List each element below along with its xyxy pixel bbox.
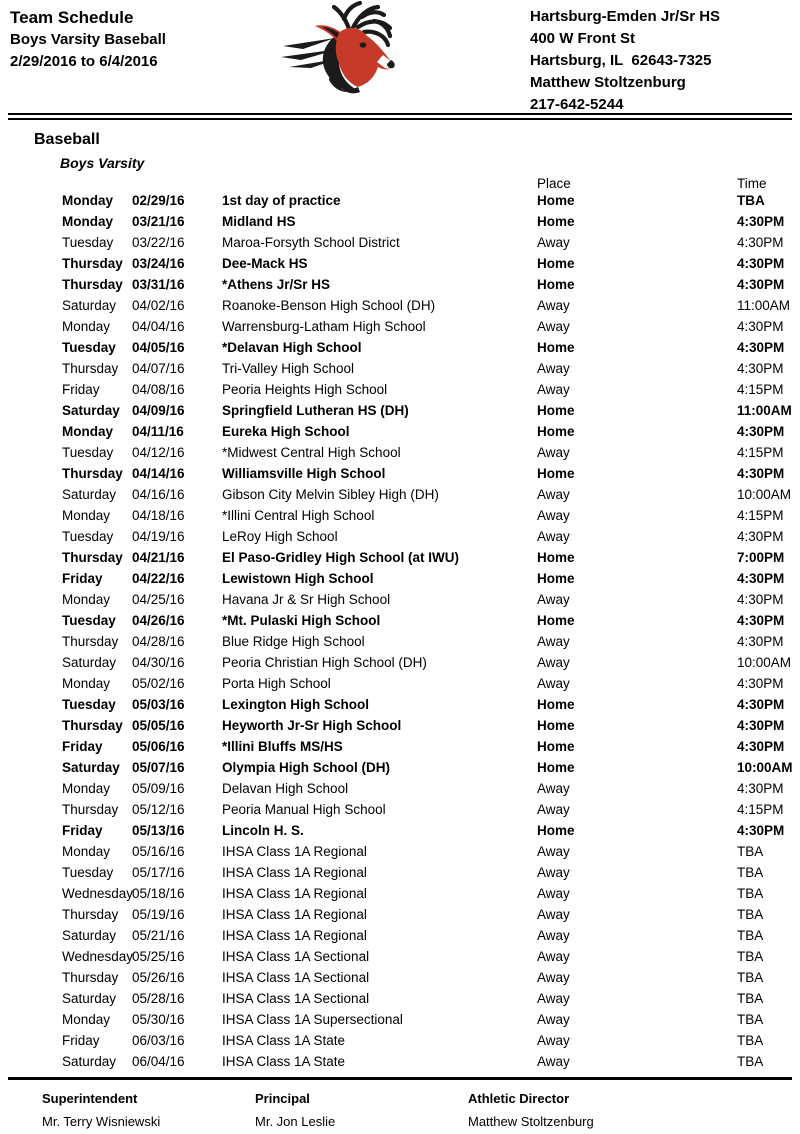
schedule-row: [62, 232, 800, 253]
row-time: 10:00AM: [737, 760, 793, 775]
team-subtitle: Boys Varsity Baseball: [10, 31, 166, 48]
row-time: TBA: [737, 193, 765, 208]
row-opponent: *Delavan High School: [222, 340, 362, 355]
row-time: 4:30PM: [737, 256, 785, 271]
row-opponent: Warrensburg-Latham High School: [222, 319, 426, 334]
contact-superintendent: [42, 1092, 255, 1129]
row-opponent: IHSA Class 1A Regional: [222, 886, 367, 901]
row-opponent: IHSA Class 1A State: [222, 1033, 346, 1048]
row-place: Home: [537, 550, 575, 565]
row-opponent: Lincoln H. S.: [222, 823, 304, 838]
schedule-row: [62, 925, 800, 946]
row-date: 03/31/16: [132, 277, 185, 292]
row-day: Monday: [62, 424, 114, 439]
row-opponent: Lexington High School: [222, 697, 369, 712]
schedule-row: [62, 505, 800, 526]
row-day: Friday: [62, 823, 103, 838]
schedule-row: [62, 421, 800, 442]
row-opponent: IHSA Class 1A Sectional: [222, 949, 370, 964]
school-address-line1: 400 W Front St: [530, 30, 636, 47]
schedule-row: [62, 652, 800, 673]
row-date: 06/04/16: [132, 1054, 185, 1069]
place-column-header: Place: [537, 176, 571, 191]
schedule-row: [62, 400, 800, 421]
row-opponent: Havana Jr & Sr High School: [222, 592, 391, 607]
row-place: Home: [537, 256, 575, 271]
row-opponent: IHSA Class 1A Regional: [222, 865, 367, 880]
row-place: Away: [537, 844, 570, 859]
row-date: 03/24/16: [132, 256, 185, 271]
footer-contacts: [42, 1092, 792, 1129]
row-place: Away: [537, 1033, 570, 1048]
schedule-row: [62, 211, 800, 232]
row-day: Tuesday: [62, 529, 114, 544]
row-date: 05/16/16: [132, 844, 185, 859]
schedule-row: [62, 358, 800, 379]
row-date: 04/26/16: [132, 613, 185, 628]
schedule-row: [62, 862, 800, 883]
row-time: 10:00AM: [737, 487, 792, 502]
contact-athletic-director: [468, 1092, 792, 1129]
schedule-row: [62, 631, 800, 652]
row-day: Thursday: [62, 256, 123, 271]
row-opponent: IHSA Class 1A Regional: [222, 907, 367, 922]
row-date: 04/11/16: [132, 424, 184, 439]
row-place: Home: [537, 718, 575, 733]
row-day: Tuesday: [62, 697, 116, 712]
row-date: 04/19/16: [132, 529, 185, 544]
row-date: 04/02/16: [132, 298, 185, 313]
row-place: Away: [537, 928, 570, 943]
row-time: 4:30PM: [737, 592, 784, 607]
row-day: Saturday: [62, 928, 117, 943]
schedule-row: [62, 799, 800, 820]
row-time: 4:30PM: [737, 340, 785, 355]
contact-principal: [255, 1092, 468, 1129]
row-date: 04/22/16: [132, 571, 185, 586]
row-opponent: Delavan High School: [222, 781, 349, 796]
row-place: Home: [537, 340, 575, 355]
row-time: 4:30PM: [737, 739, 785, 754]
schedule-row: [62, 694, 800, 715]
row-date: 04/30/16: [132, 655, 185, 670]
row-opponent: Roanoke-Benson High School (DH): [222, 298, 436, 313]
row-date: 05/03/16: [132, 697, 185, 712]
row-place: Home: [537, 760, 575, 775]
row-time: 10:00AM: [737, 655, 792, 670]
row-day: Saturday: [62, 487, 117, 502]
row-place: Away: [537, 886, 570, 901]
row-day: Thursday: [62, 466, 123, 481]
row-place: Away: [537, 508, 570, 523]
row-opponent: Tri-Valley High School: [222, 361, 355, 376]
row-place: Away: [537, 298, 570, 313]
row-date: 04/04/16: [132, 319, 185, 334]
stag-mascot-logo-icon: [281, 0, 411, 100]
row-date: 04/21/16: [132, 550, 185, 565]
row-day: Monday: [62, 319, 111, 334]
row-time: TBA: [737, 970, 764, 985]
row-opponent: Porta High School: [222, 676, 331, 691]
row-place: Away: [537, 991, 570, 1006]
row-time: 4:30PM: [737, 214, 785, 229]
header-divider-rule: [8, 113, 792, 120]
row-opponent: 1st day of practice: [222, 193, 341, 208]
header-left: [10, 6, 166, 73]
row-date: 05/07/16: [132, 760, 185, 775]
row-time: 4:30PM: [737, 466, 785, 481]
row-date: 05/12/16: [132, 802, 185, 817]
row-date: 05/02/16: [132, 676, 185, 691]
row-place: Away: [537, 655, 570, 670]
row-date: 04/08/16: [132, 382, 185, 397]
row-date: 05/05/16: [132, 718, 185, 733]
schedule-row: [62, 547, 800, 568]
row-time: 4:30PM: [737, 634, 784, 649]
schedule-row: [62, 316, 800, 337]
row-opponent: Peoria Heights High School: [222, 382, 388, 397]
schedule-row: [62, 610, 800, 631]
schedule-row: [62, 673, 800, 694]
row-day: Monday: [62, 676, 111, 691]
schedule-row: [62, 379, 800, 400]
row-opponent: Blue Ridge High School: [222, 634, 365, 649]
row-day: Wednesday: [62, 886, 134, 901]
school-name: Hartsburg-Emden Jr/Sr HS: [530, 8, 721, 25]
row-day: Thursday: [62, 802, 119, 817]
schedule-row: [62, 274, 800, 295]
row-time: 4:30PM: [737, 613, 785, 628]
row-day: Wednesday: [62, 949, 134, 964]
row-place: Away: [537, 676, 570, 691]
row-opponent: IHSA Class 1A Sectional: [222, 991, 370, 1006]
row-opponent: Gibson City Melvin Sibley High (DH): [222, 487, 439, 502]
row-date: 05/21/16: [132, 928, 185, 943]
row-opponent: El Paso-Gridley High School (at IWU): [222, 550, 460, 565]
row-day: Tuesday: [62, 235, 114, 250]
row-time: 4:15PM: [737, 508, 784, 523]
schedule-row: [62, 1051, 800, 1072]
row-date: 04/07/16: [132, 361, 185, 376]
row-time: 4:15PM: [737, 802, 784, 817]
row-opponent: Maroa-Forsyth School District: [222, 235, 400, 250]
contact-name: Mr. Terry Wisniewski: [42, 1114, 161, 1129]
opponent-column-header: [222, 177, 537, 190]
row-day: Saturday: [62, 760, 120, 775]
row-day: Saturday: [62, 655, 117, 670]
contact-name: Mr. Jon Leslie: [255, 1114, 336, 1129]
row-opponent: IHSA Class 1A Regional: [222, 844, 367, 859]
row-time: 4:30PM: [737, 571, 785, 586]
row-opponent: Midland HS: [222, 214, 296, 229]
row-date: 05/13/16: [132, 823, 185, 838]
schedule-row: [62, 568, 800, 589]
row-place: Away: [537, 634, 570, 649]
schedule-row: [62, 589, 800, 610]
row-date: 06/03/16: [132, 1033, 185, 1048]
row-time: 4:30PM: [737, 424, 785, 439]
row-date: 05/28/16: [132, 991, 185, 1006]
row-day: Monday: [62, 1012, 111, 1027]
row-place: Away: [537, 319, 570, 334]
row-day: Saturday: [62, 298, 117, 313]
row-time: TBA: [737, 844, 764, 859]
row-day: Monday: [62, 193, 114, 208]
row-date: 02/29/16: [132, 193, 185, 208]
row-day: Monday: [62, 508, 111, 523]
row-place: Away: [537, 235, 570, 250]
row-time: TBA: [737, 865, 764, 880]
row-time: TBA: [737, 1033, 764, 1048]
schedule-row: [62, 988, 800, 1009]
row-day: Friday: [62, 382, 100, 397]
row-time: 4:30PM: [737, 781, 784, 796]
row-date: 04/09/16: [132, 403, 185, 418]
schedule-row: [62, 442, 800, 463]
row-day: Monday: [62, 781, 111, 796]
row-time: TBA: [737, 949, 764, 964]
row-day: Saturday: [62, 403, 120, 418]
row-date: 05/19/16: [132, 907, 185, 922]
row-time: TBA: [737, 928, 764, 943]
row-place: Away: [537, 529, 570, 544]
row-time: 4:15PM: [737, 382, 784, 397]
row-day: Monday: [62, 844, 111, 859]
row-date: 05/25/16: [132, 949, 185, 964]
row-time: TBA: [737, 1054, 764, 1069]
team-level-heading: Boys Varsity: [60, 155, 145, 171]
row-date: 04/14/16: [132, 466, 185, 481]
row-place: Away: [537, 382, 570, 397]
row-date: 04/12/16: [132, 445, 185, 460]
row-opponent: *Mt. Pulaski High School: [222, 613, 381, 628]
footer-divider-rule: [8, 1077, 792, 1080]
row-opponent: *Athens Jr/Sr HS: [222, 277, 331, 292]
schedule-row: [62, 820, 800, 841]
row-time: 11:00AM: [737, 403, 792, 418]
school-address-line2: Hartsburg, IL 62643-7325: [530, 52, 712, 69]
row-date: 05/18/16: [132, 886, 185, 901]
row-opponent: Olympia High School (DH): [222, 760, 391, 775]
row-date: 05/09/16: [132, 781, 185, 796]
schedule-row: [62, 1009, 800, 1030]
row-place: Home: [537, 424, 575, 439]
row-place: Home: [537, 214, 575, 229]
row-date: 05/17/16: [132, 865, 185, 880]
schedule-row: [62, 778, 800, 799]
row-day: Monday: [62, 592, 111, 607]
row-opponent: Williamsville High School: [222, 466, 386, 481]
row-place: Away: [537, 907, 570, 922]
row-day: Tuesday: [62, 865, 114, 880]
schedule-row: [62, 190, 800, 211]
row-time: TBA: [737, 907, 764, 922]
row-opponent: Eureka High School: [222, 424, 350, 439]
row-place: Away: [537, 1054, 570, 1069]
row-day: Thursday: [62, 907, 119, 922]
row-date: 04/16/16: [132, 487, 185, 502]
row-place: Away: [537, 1012, 570, 1027]
row-place: Home: [537, 697, 575, 712]
row-place: Home: [537, 613, 575, 628]
schedule-row: [62, 736, 800, 757]
schedule-row: [62, 1030, 800, 1051]
row-day: Tuesday: [62, 340, 116, 355]
page-title: Team Schedule: [10, 8, 134, 27]
row-date: 04/18/16: [132, 508, 185, 523]
row-time: 4:30PM: [737, 823, 785, 838]
time-column-header: Time: [737, 176, 767, 191]
row-time: 4:30PM: [737, 676, 784, 691]
schedule-row: [62, 883, 800, 904]
row-date: 05/26/16: [132, 970, 185, 985]
row-place: Away: [537, 781, 570, 796]
row-opponent: Springfield Lutheran HS (DH): [222, 403, 409, 418]
row-opponent: IHSA Class 1A State: [222, 1054, 346, 1069]
row-opponent: IHSA Class 1A Regional: [222, 928, 367, 943]
row-day: Tuesday: [62, 613, 116, 628]
row-time: 4:15PM: [737, 445, 784, 460]
row-opponent: *Midwest Central High School: [222, 445, 401, 460]
schedule-date-range: 2/29/2016 to 6/4/2016: [10, 53, 158, 70]
row-place: Away: [537, 445, 570, 460]
row-date: 04/05/16: [132, 340, 185, 355]
row-opponent: Peoria Christian High School (DH): [222, 655, 427, 670]
schedule-row: [62, 967, 800, 988]
schedule-row: [62, 757, 800, 778]
row-date: 05/06/16: [132, 739, 185, 754]
row-place: Away: [537, 970, 570, 985]
schedule-table-body: [0, 190, 800, 1072]
row-date: 04/28/16: [132, 634, 185, 649]
schedule-row: [62, 337, 800, 358]
row-time: 4:30PM: [737, 361, 784, 376]
row-place: Home: [537, 277, 575, 292]
row-time: 4:30PM: [737, 718, 785, 733]
row-place: Home: [537, 466, 575, 481]
row-date: 04/25/16: [132, 592, 185, 607]
row-day: Monday: [62, 214, 114, 229]
row-opponent: LeRoy High School: [222, 529, 338, 544]
row-time: 4:30PM: [737, 277, 785, 292]
schedule-row: [62, 904, 800, 925]
row-time: TBA: [737, 886, 764, 901]
school-contact-phone: 217-642-5244: [530, 96, 624, 113]
row-day: Thursday: [62, 970, 119, 985]
row-day: Saturday: [62, 1054, 117, 1069]
row-place: Away: [537, 592, 570, 607]
schedule-table: [0, 177, 800, 1072]
row-day: Friday: [62, 739, 103, 754]
row-day: Thursday: [62, 634, 119, 649]
schedule-row: [62, 715, 800, 736]
schedule-row: [62, 526, 800, 547]
row-place: Home: [537, 739, 575, 754]
row-time: TBA: [737, 1012, 764, 1027]
row-opponent: Lewistown High School: [222, 571, 374, 586]
row-place: Home: [537, 823, 575, 838]
row-day: Thursday: [62, 550, 123, 565]
row-place: Home: [537, 403, 575, 418]
row-time: 7:00PM: [737, 550, 785, 565]
row-day: Friday: [62, 1033, 100, 1048]
row-time: 4:30PM: [737, 529, 784, 544]
row-place: Away: [537, 487, 570, 502]
schedule-row: [62, 463, 800, 484]
schedule-column-headers: [62, 177, 800, 190]
row-day: Thursday: [62, 361, 119, 376]
row-place: Away: [537, 949, 570, 964]
contact-title: Athletic Director: [468, 1091, 570, 1106]
schedule-row: [62, 295, 800, 316]
row-day: Tuesday: [62, 445, 114, 460]
row-opponent: Heyworth Jr-Sr High School: [222, 718, 402, 733]
school-contact-name: Matthew Stoltzenburg: [530, 74, 686, 91]
contact-title: Principal: [255, 1091, 310, 1106]
row-opponent: *Illini Central High School: [222, 508, 375, 523]
row-date: 03/22/16: [132, 235, 185, 250]
schedule-row: [62, 484, 800, 505]
row-day: Thursday: [62, 718, 123, 733]
contact-title: Superintendent: [42, 1091, 138, 1106]
row-opponent: IHSA Class 1A Sectional: [222, 970, 370, 985]
row-opponent: Peoria Manual High School: [222, 802, 386, 817]
row-time: 4:30PM: [737, 697, 785, 712]
row-date: 03/21/16: [132, 214, 185, 229]
schedule-row: [62, 253, 800, 274]
row-day: Thursday: [62, 277, 123, 292]
row-time: 11:00AM: [737, 298, 791, 313]
row-place: Away: [537, 865, 570, 880]
row-opponent: *Illini Bluffs MS/HS: [222, 739, 343, 754]
row-place: Home: [537, 193, 575, 208]
row-day: Friday: [62, 571, 103, 586]
schedule-row: [62, 841, 800, 862]
day-column-header: [62, 177, 132, 190]
schedule-row: [62, 946, 800, 967]
row-opponent: IHSA Class 1A Supersectional: [222, 1012, 403, 1027]
row-day: Saturday: [62, 991, 117, 1006]
school-contact-block: [530, 6, 720, 116]
row-date: 05/30/16: [132, 1012, 185, 1027]
row-place: Away: [537, 361, 570, 376]
row-time: 4:30PM: [737, 235, 784, 250]
date-column-header: [132, 177, 222, 190]
row-time: 4:30PM: [737, 319, 784, 334]
row-place: Home: [537, 571, 575, 586]
row-opponent: Dee-Mack HS: [222, 256, 308, 271]
row-time: TBA: [737, 991, 764, 1006]
sport-heading: Baseball: [34, 131, 100, 148]
row-place: Away: [537, 802, 570, 817]
contact-name: Matthew Stoltzenburg: [468, 1114, 594, 1129]
